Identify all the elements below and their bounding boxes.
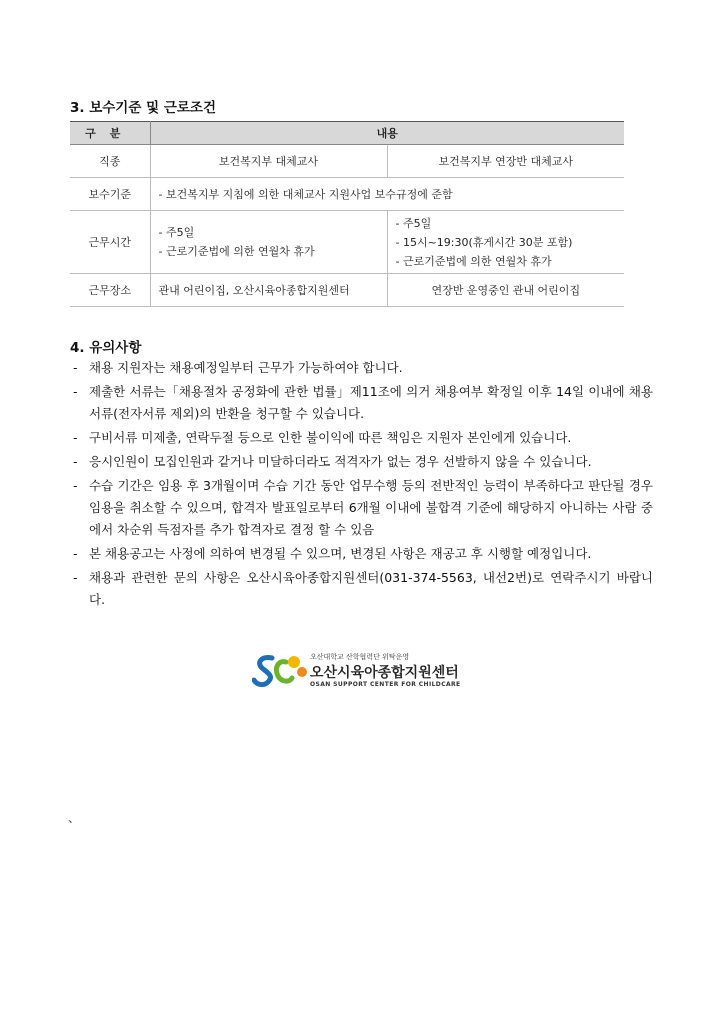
logo-name: 오산시육아종합지원센터 bbox=[310, 665, 459, 681]
cell-place-extended: 연장반 운영중인 관내 어린이집 bbox=[387, 274, 624, 307]
list-dash: - bbox=[73, 546, 78, 561]
cell-substitute-teacher: 보건복지부 대체교사 bbox=[150, 145, 387, 178]
hours-line: - 주5일 bbox=[395, 216, 432, 230]
table-row bbox=[70, 211, 624, 274]
list-dash: - bbox=[73, 360, 78, 375]
cell-extended-substitute-teacher: 보건복지부 연장반 대체교사 bbox=[387, 145, 624, 178]
table-row bbox=[70, 274, 624, 307]
list-item: - 구비서류 미제출, 연락두절 등으로 인한 불이익에 따른 책임은 지원자 본인에게 있습니다. bbox=[73, 427, 653, 449]
row-label-job: 직종 bbox=[70, 145, 150, 178]
list-item: - 채용과 관련한 문의 사항은 오산시육아종합지원센터(031-374-5563, 내선2번)로 연락주시기 바랍니다. bbox=[73, 567, 653, 611]
list-dash: - bbox=[73, 384, 78, 399]
list-item: - 응시인원이 모집인원과 같거나 미달하더라도 적격자가 없는 경우 선발하지 않을 수 있습니다. bbox=[73, 451, 653, 473]
list-item: - 본 채용공고는 사정에 의하여 변경될 수 있으며, 변경된 사항은 재공고 후 시행할 예정입니다. bbox=[73, 543, 653, 565]
cell-hours-extended bbox=[387, 211, 624, 274]
section-4-title: 4. 유의사항 bbox=[70, 340, 142, 356]
cell-place-substitute: 관내 어린이집, 오산시육아종합지원센터 bbox=[150, 274, 387, 307]
list-item: - 수습 기간은 임용 후 3개월이며 수습 기간 동안 업무수행 등의 전반적인 능력이 부족하다고 판단될 경우 임용을 취소할 수 있으며, 합격자 발표일로부터 6개월 이내에 불합격 기준에 해당하지 아니하는 사람 중에서 차순위 득점자를 추가 합격자로 결정 할 수 있음 bbox=[73, 475, 653, 541]
hours-line: - 근로기준법에 의한 연월차 휴가 bbox=[158, 245, 315, 258]
header-category: 구분 bbox=[70, 122, 150, 145]
center-logo-mark-icon bbox=[252, 650, 310, 690]
logo-english-name: OSAN SUPPORT CENTER FOR CHILDCARE bbox=[310, 681, 461, 688]
hours-line: - 근로기준법에 의한 연월차 휴가 bbox=[395, 254, 552, 268]
cell-hours-substitute bbox=[150, 211, 387, 274]
list-dash: - bbox=[73, 430, 78, 445]
row-label-place: 근무장소 bbox=[70, 274, 150, 307]
logo-tagline: 오산대학교 산학협력단 위탁운영 bbox=[310, 653, 410, 661]
hours-line: - 주5일 bbox=[158, 226, 195, 239]
table-row bbox=[70, 178, 624, 211]
cell-salary-standard: - 보건복지부 지침에 의한 대체교사 지원사업 보수규정에 준함 bbox=[150, 178, 624, 211]
notice-list bbox=[73, 357, 653, 613]
list-dash: - bbox=[73, 570, 78, 585]
table-row bbox=[70, 145, 624, 178]
row-label-hours: 근무시간 bbox=[70, 211, 150, 274]
list-item: - 제출한 서류는「채용절차 공정화에 관한 법률」제11조에 의거 채용여부 확정일 이후 14일 이내에 채용서류(전자서류 제외)의 반환을 청구할 수 있습니다. bbox=[73, 381, 653, 425]
list-dash: - bbox=[73, 454, 78, 469]
list-dash: - bbox=[73, 478, 78, 493]
center-logo bbox=[252, 650, 472, 690]
row-label-salary: 보수기준 bbox=[70, 178, 150, 211]
work-conditions-table bbox=[70, 121, 624, 307]
hours-line: - 15시~19:30(휴게시간 30분 포함) bbox=[395, 235, 573, 249]
footer-mark: 、 bbox=[68, 811, 81, 825]
header-content: 내용 bbox=[150, 122, 624, 145]
section-3-title: 3. 보수기준 및 근로조건 bbox=[70, 100, 216, 116]
list-item: - 채용 지원자는 채용예정일부터 근무가 가능하여야 합니다. bbox=[73, 357, 653, 379]
